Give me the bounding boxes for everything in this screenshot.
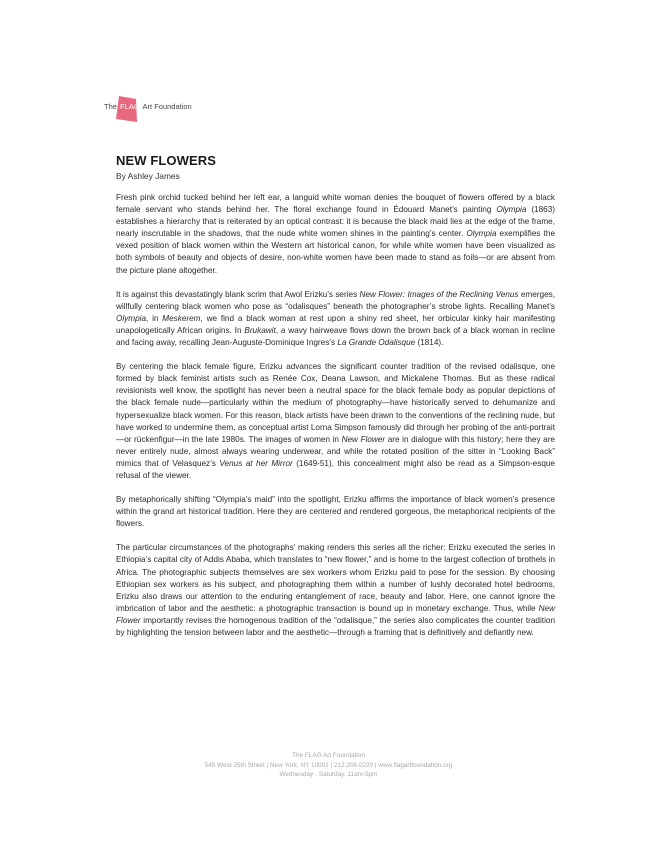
article-body [116,192,555,651]
italic-title: Olympia [116,313,147,323]
footer-org-name: The FLAG Art Foundation [292,752,365,759]
paragraph [116,494,555,530]
flag-logo [104,94,244,124]
italic-title: Brukawit [244,325,276,335]
italic-title: Olympia [466,229,497,239]
italic-title: Olympia [496,205,527,215]
text-run: By centering the black female figure, Erizku advances the significant counter tradition of the revised odalisque, one formed by black feminist artists such as Renée Cox, Deana Lawson, and Mickalene Thomas. But as these radical revisionists well know, the spotlight has never been a neutral space for the black female body as popular depictions of the black female nude—particularly within the medium of photography—have historically served to dehumanize and hypersexualize black women. For this reason, black artists have been drawn to the conventions of the reclining nude, but have worked to undermine them, as conceptual artist Lorna Simpson famously did through her probing of the anti-portrait—or rückenfigur—in the late 1980s. The images of women in [116,362,555,444]
logo-the: The [104,102,117,111]
text-run: (1814). [415,338,444,348]
logo-flag: FLAG [119,102,140,111]
footer-hours: Wednesday - Saturday, 11am-5pm [279,771,378,779]
text-run: The particular circumstances of the photographs’ making renders this series all the richer: Erizku executed the series in Ethiopia’s capital city of Addis Ababa, which translates to “new flower,” and is home to the largest collection of brothels in Africa. The photographic subjects themselves are sex workers whom Erizku paid to pose for the session. By choosing Ethiopian sex workers as his subject, and photographing them within a number of lushly decorated hotel bedrooms, Erizku also draws our attention to the enduring entanglement of race, beauty and labor. Here, one cannot ignore the imbrication of labor and the aesthetic: a photographic transaction is bound up in monetary exchange. Thus, while [116,543,555,613]
text-run: are in dialogue with this history; here they are never entirely nude, almost always wearing underwear, and while the rotated position of the sitter in “Looking Back” mimics that of Velasquez’s [116,434,555,468]
italic-title: Venus at her Mirror [219,458,293,468]
italic-title: New Flower [341,434,386,444]
article-byline: By Ashley James [116,171,180,181]
text-run: , we find a black woman at rest upon a shiny red sheet, her orbicular kinky hair manifesting unapologetically African origins. In [116,313,555,335]
paragraph [116,289,555,349]
text-run: (1649-51), this concealment might also be read as a Simpson-esque refusal of the viewer. [116,458,555,480]
text-run: By metaphorically shifting “Olympia’s maid” into the spotlight, Erizku affirms the importance of black women’s presence within the grand art historical tradition. Here they are centered and rendered gorgeous, the metaphorical recipients of the flowers. [116,495,555,529]
footer [0,751,657,780]
italic-title: New Flower: Images of the Reclining Venus [359,289,519,299]
text-run: , in [146,313,163,323]
paragraph [116,361,555,482]
logo-wordmark [104,102,192,111]
text-run: emerges, willfully centering black women who pose as “odalisques” beneath the photographer’s strobe lights. Recalling Manet’s [116,289,555,311]
italic-title: La Grande Odalisque [337,338,416,348]
italic-title: New Flower [116,603,555,625]
text-run: importantly revises the homogenous tradition of the “odalisque,” the series also complicates the counter tradition by highlighting the tension between labor and the aesthetic—through a framing that is definitively and defiantly new. [116,615,555,637]
text-run: , a wavy hairweave flows down the brown back of a black woman in recline and facing away, recalling Jean-Auguste-Dominique Ingres’s [116,325,555,348]
footer-address: 545 West 25th Street | New York, NY 10001 | 212.206.0220 | www.flagartfoundation.org [204,761,453,769]
text-run: exemplifies the vexed position of black women within the Western art historical canon, for while white women have been visualized as both symbols of beauty and objects of desire, non-white women have been made to stand as foils—or are absent from the picture plane altogether. [116,229,555,275]
italic-title: Meskerem [162,313,201,323]
text-run: Fresh pink orchid tucked behind her left ear, a languid white woman denies the bouquet of flowers offered by a black female servant who stands behind her. The floral exchange found in Édouard Manet’s painting [116,193,555,215]
logo-art-foundation: Art Foundation [142,102,192,111]
text-run: (1863) establishes a hierarchy that is reiterated by an optical contrast: it is because the black maid lies at the edge of the frame, nearly inscrutable in the shadows, that the nude white women shines in the painting’s center. [116,205,555,239]
article-title: NEW FLOWERS [116,153,217,168]
text-run: It is against this devastatingly blank scrim that Awol Erizku’s series [116,289,360,299]
paragraph [116,542,555,639]
paragraph [116,192,555,277]
